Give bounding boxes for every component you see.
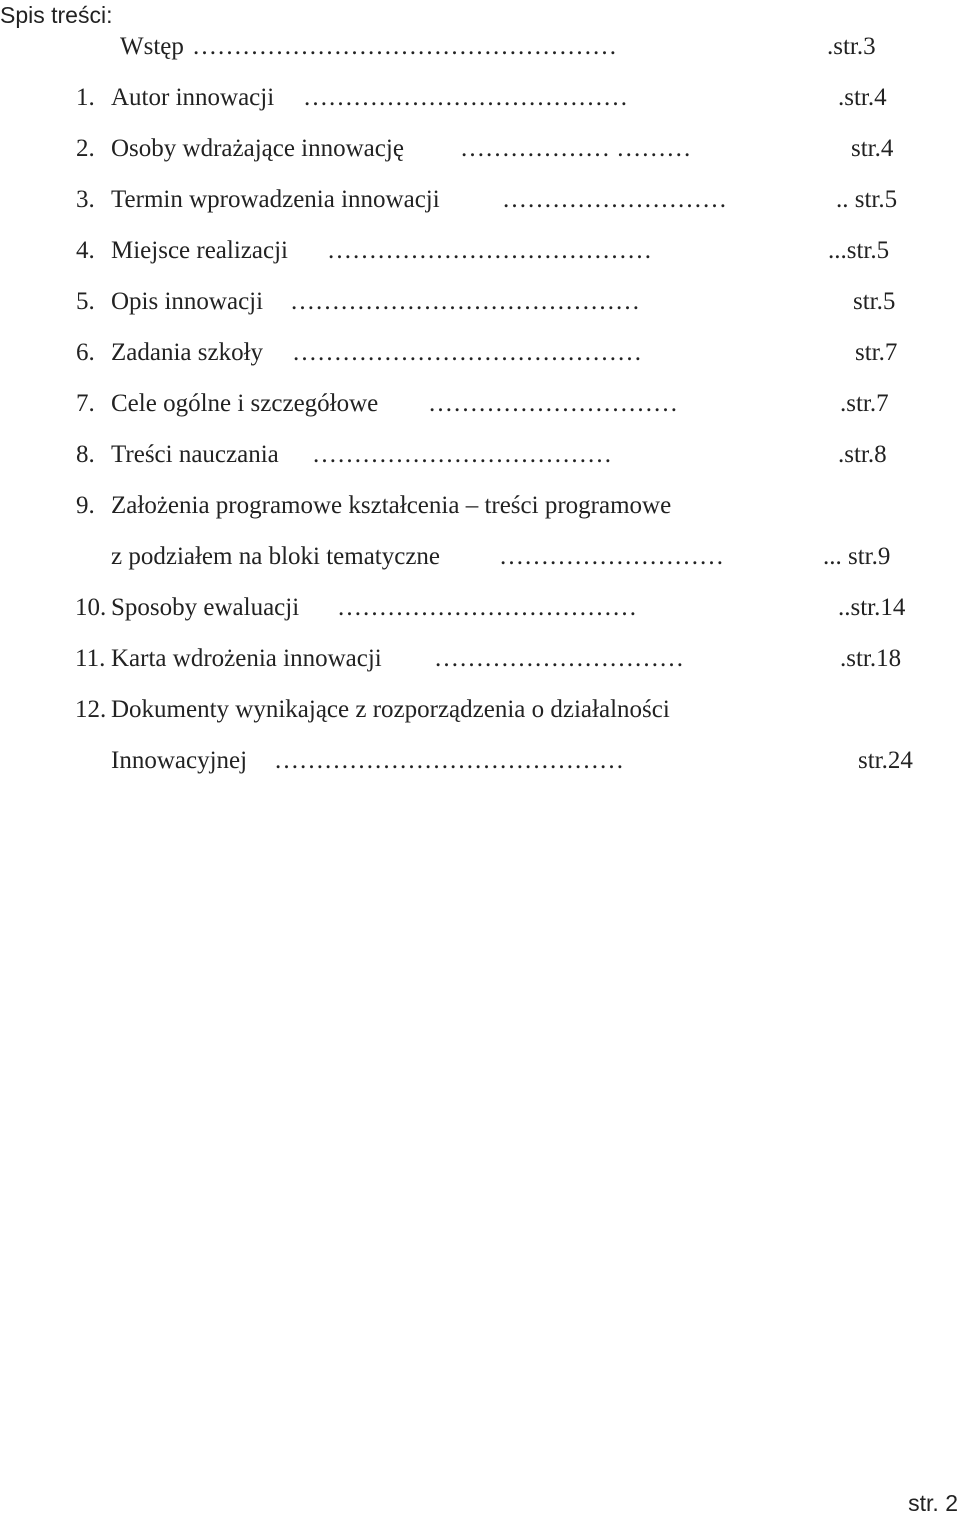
toc-entry-dots: ………………………… <box>428 390 678 417</box>
toc-entry-dots: …………………………………… <box>292 339 642 366</box>
toc-entry-title: Opis innowacji <box>111 288 264 315</box>
toc-entry-title: Zadania szkoły <box>111 339 264 366</box>
toc-heading: Spis treści: <box>0 2 113 28</box>
toc-entry-number: 6. <box>76 339 95 366</box>
toc-entry-page: ... str.9 <box>823 543 891 570</box>
toc-entry-page: .str.4 <box>838 84 887 111</box>
toc-entry-number: 2. <box>76 135 95 162</box>
toc-entry-title: Założenia programowe kształcenia – treści programowe <box>111 492 672 519</box>
toc-entry-number: 11. <box>75 645 106 672</box>
toc-entry-page: ..str.14 <box>838 594 906 621</box>
toc-entry-number: 12. <box>75 696 107 723</box>
toc-entry-title: Osoby wdrażające innowację <box>111 135 404 162</box>
toc-entry-number: 4. <box>76 237 95 264</box>
toc-entry-dots: ………………………… <box>434 645 684 672</box>
toc-entry-title: Karta wdrożenia innowacji <box>111 645 382 672</box>
toc-entry-page: str.24 <box>858 747 913 774</box>
toc-entry-dots: ……………… ……… <box>460 135 692 162</box>
toc-entry-number: 8. <box>76 441 95 468</box>
toc-entry-page: str.5 <box>853 288 896 315</box>
toc-entry-title: Autor innowacji <box>111 84 275 111</box>
toc-entry-page: str.7 <box>855 339 898 366</box>
toc-entry-dots: …………………………………… <box>274 747 624 774</box>
toc-entry-title: Innowacyjnej <box>111 747 248 774</box>
toc-entry-dots: ……………………………… <box>312 441 612 468</box>
toc-entry-dots: ………………………………… <box>303 84 628 111</box>
toc-entry-title: Miejsce realizacji <box>111 237 288 264</box>
toc-entry-title: Treści nauczania <box>111 441 279 468</box>
toc-entry-dots: …………………………………… <box>290 288 640 315</box>
toc-entry-dots: ……………………… <box>499 543 724 570</box>
toc-entry-number: 3. <box>76 186 95 213</box>
toc-entry-dots: ………………………………… <box>327 237 652 264</box>
toc-entry-dots: ……………………… <box>502 186 727 213</box>
toc-entry-number: 7. <box>76 390 95 417</box>
toc-entry-title: Sposoby ewaluacji <box>111 594 300 621</box>
toc-entry-number: 5. <box>76 288 95 315</box>
toc-entry-page: .str.7 <box>840 390 889 417</box>
toc-entry-page: .str.3 <box>827 33 876 60</box>
toc-entry-title: Wstęp <box>120 33 184 60</box>
toc-entry-page: .str.18 <box>840 645 902 672</box>
toc-entry-page: str.4 <box>851 135 894 162</box>
toc-entry-dots: ……………………………… <box>337 594 637 621</box>
toc-entry-title: Dokumenty wynikające z rozporządzenia o działalności <box>111 696 670 723</box>
toc-entry-page: ...str.5 <box>828 237 890 264</box>
toc-entry-number: 9. <box>76 492 95 519</box>
toc-entry-dots: …………………………………………… <box>192 33 617 60</box>
toc-entry-title: Cele ogólne i szczegółowe <box>111 390 379 417</box>
toc-entry-number: 10. <box>75 594 107 621</box>
toc-entry-title: Termin wprowadzenia innowacji <box>111 186 440 213</box>
toc-entry-page: .. str.5 <box>836 186 898 213</box>
toc-entry-title: z podziałem na bloki tematyczne <box>111 543 441 570</box>
page-number: str. 2 <box>908 1490 958 1516</box>
toc-entry-number: 1. <box>76 84 95 111</box>
toc-entry-page: .str.8 <box>838 441 887 468</box>
